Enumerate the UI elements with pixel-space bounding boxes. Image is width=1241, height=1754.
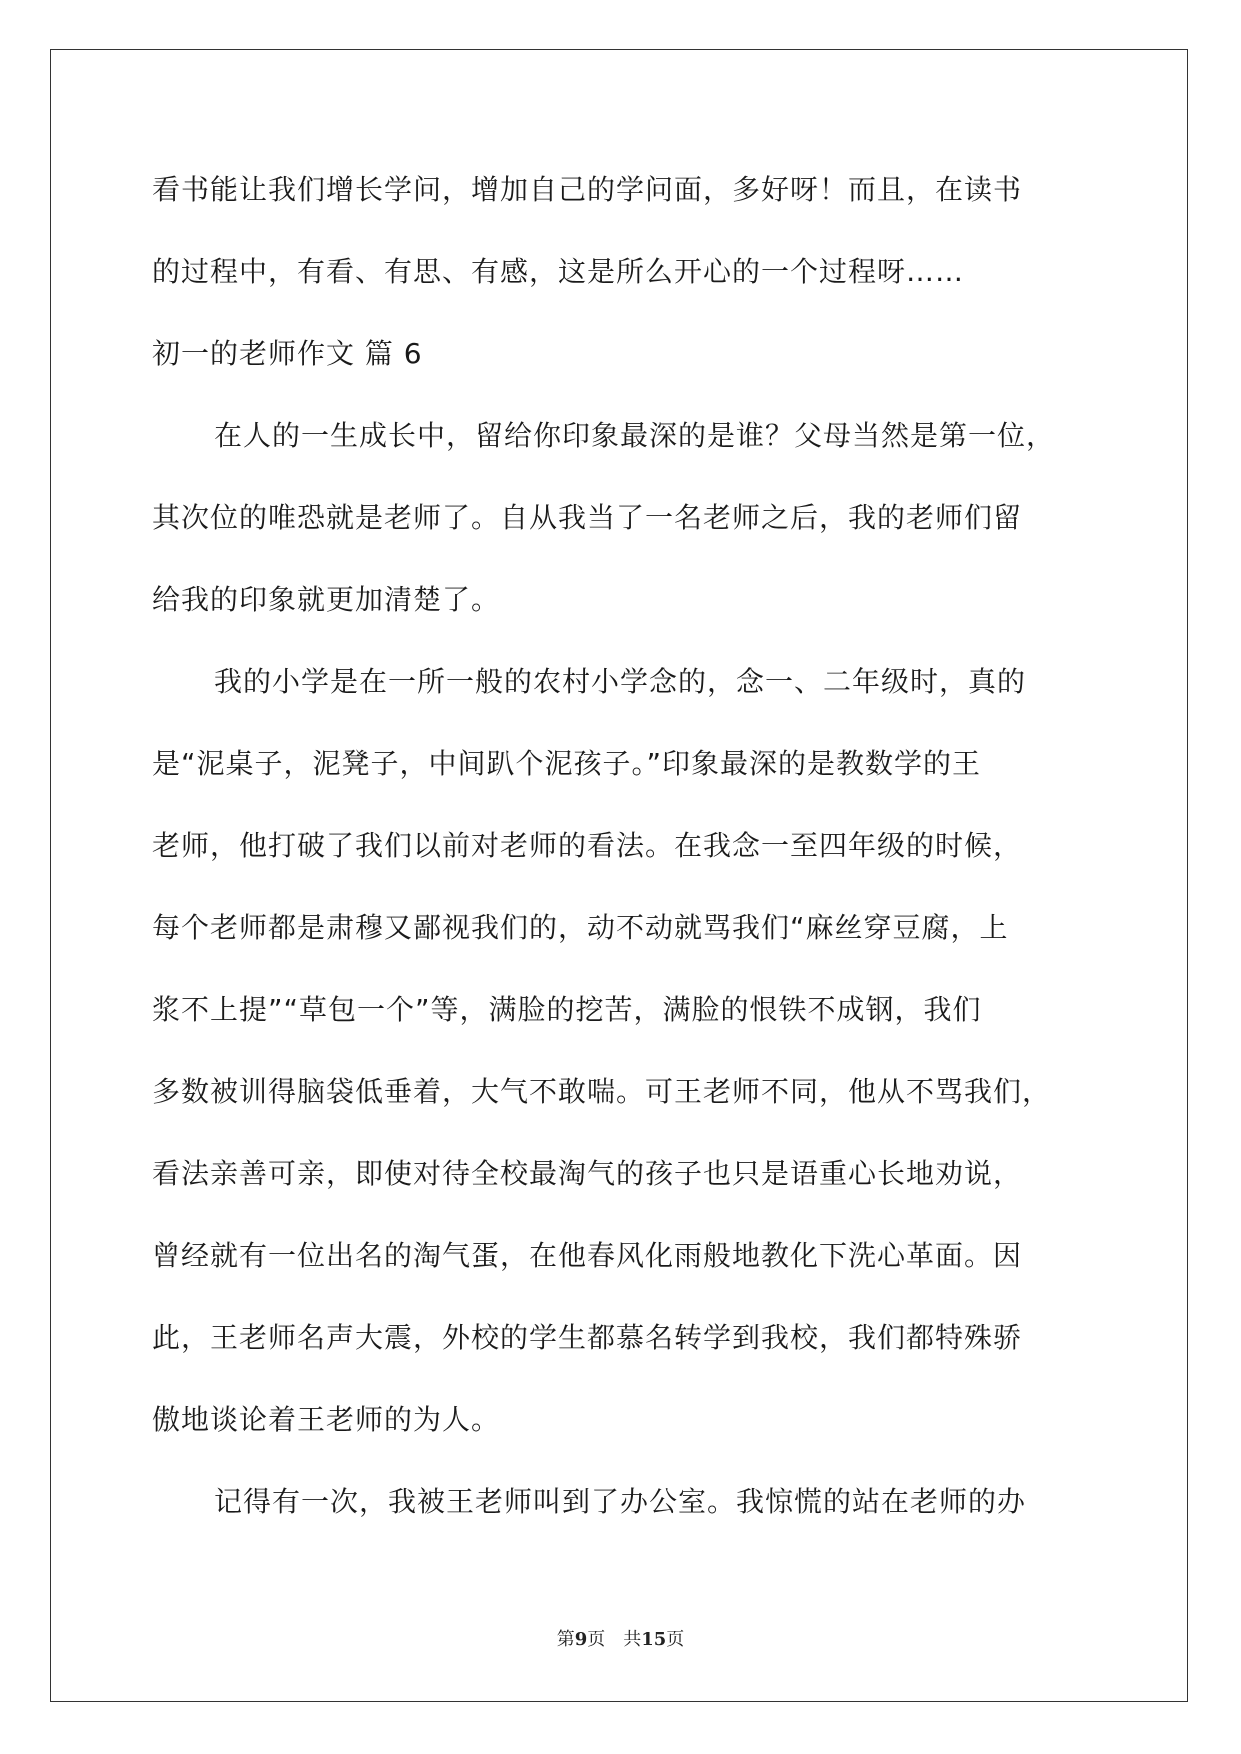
- body-line: 看法亲善可亲，即使对待全校最淘气的孩子也只是语重心长地劝说，: [152, 1157, 1023, 1190]
- total-prefix: 共: [623, 1629, 642, 1650]
- document-body: [152, 160, 1092, 1554]
- page-suffix: 页: [587, 1629, 606, 1650]
- body-line: 此，王老师名声大震，外校的学生都慕名转学到我校，我们都特殊骄: [152, 1321, 1023, 1354]
- page-number: 9: [574, 1629, 588, 1650]
- paragraph-start: 我的小学是在一所一般的农村小学念的，念一、二年级时，真的: [214, 665, 1027, 698]
- total-pages: 15: [641, 1629, 667, 1650]
- body-line: 曾经就有一位出名的淘气蛋，在他春风化雨般地教化下洗心革面。因: [152, 1239, 1023, 1272]
- page-prefix: 第: [556, 1629, 575, 1650]
- body-line: 是“泥桌子，泥凳子，中间趴个泥孩子。”印象最深的是教数学的王: [152, 747, 982, 780]
- body-line: 看书能让我们增长学问，增加自己的学问面，多好呀！而且，在读书: [152, 173, 1023, 206]
- body-line: 其次位的唯恐就是老师了。自从我当了一名老师之后，我的老师们留: [152, 501, 1023, 534]
- total-suffix: 页: [666, 1629, 685, 1650]
- page-footer: [0, 1625, 1241, 1651]
- body-line: 傲地谈论着王老师的为人。: [152, 1403, 501, 1436]
- body-line: 浆不上提”“草包一个”等，满脸的挖苦，满脸的恨铁不成钢，我们: [152, 993, 982, 1026]
- section-heading: 初一的老师作文 篇 6: [152, 337, 423, 370]
- paragraph-start: 在人的一生成长中，留给你印象最深的是谁？父母当然是第一位，: [214, 419, 1056, 452]
- body-line: 老师，他打破了我们以前对老师的看法。在我念一至四年级的时候，: [152, 829, 1023, 862]
- body-line: 的过程中，有看、有思、有感，这是所么开心的一个过程呀……: [152, 255, 965, 288]
- body-line: 多数被训得脑袋低垂着，大气不敢喘。可王老师不同，他从不骂我们，: [152, 1075, 1052, 1108]
- body-line: 给我的印象就更加清楚了。: [152, 583, 501, 616]
- paragraph-start: 记得有一次，我被王老师叫到了办公室。我惊慌的站在老师的办: [214, 1485, 1027, 1518]
- body-line: 每个老师都是肃穆又鄙视我们的，动不动就骂我们“麻丝穿豆腐，上: [152, 911, 1009, 944]
